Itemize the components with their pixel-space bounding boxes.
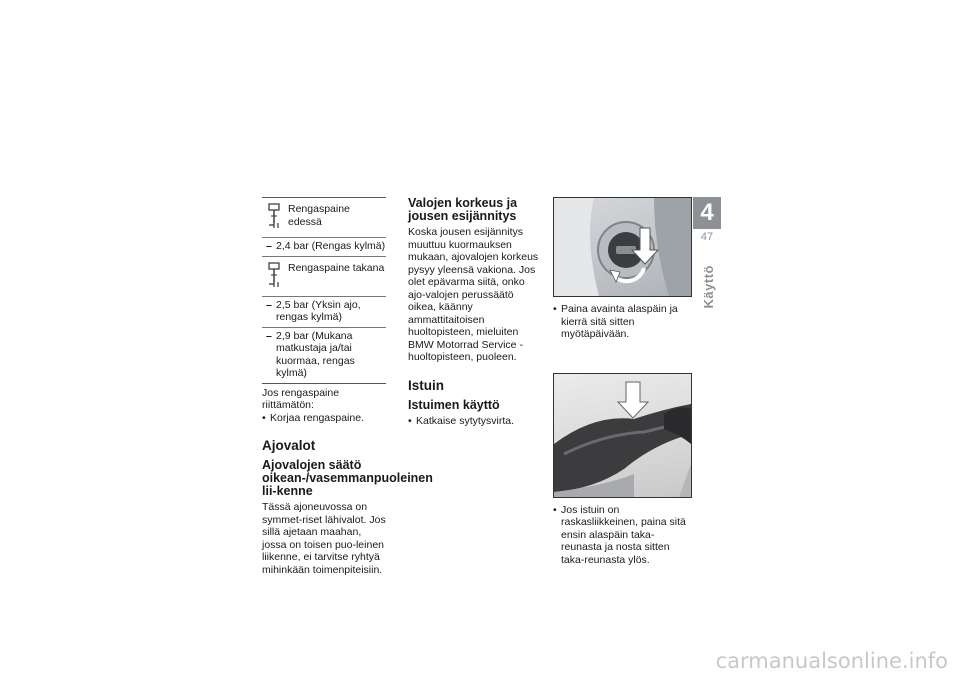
- photo2-caption: • Jos istuin on raskasliikkeinen, paina sitä ensin alaspäin taka-reunasta ja nosta sitten taka-reunasta ylös.: [553, 504, 691, 567]
- seat-removal-photo: [553, 373, 692, 498]
- beam-height-body: Koska jousen esijännitys muuttuu kuormauksen mukaan, ajovalojen korkeus pysyy yleensä vakiona. Jos olet epävarma siitä, onko ajo-valojen perussäätö oikea, käänny ammattitaitoisen huoltopisteen, mieluiten BMW Motorrad Service -huoltopisteen, puoleen.: [408, 226, 539, 363]
- column-right: [553, 197, 691, 566]
- low-pressure-bullet: • Korjaa rengaspaine.: [262, 412, 386, 425]
- page-number: 47: [700, 231, 714, 243]
- section-title-beam-height: Valojen korkeus ja jousen esijännitys: [408, 196, 518, 223]
- rear-pressure-header: [262, 257, 386, 297]
- rear-pressure-value-loaded: – 2,9 bar (Mukana matkustaja ja/tai kuormaa, rengas kylmä): [266, 330, 386, 380]
- front-pressure-header: [262, 198, 386, 238]
- photo1-caption: • Paina avainta alaspäin ja kierrä sitä sitten myötäpäivään.: [553, 303, 691, 341]
- section-title-seat: Istuin: [408, 377, 444, 393]
- seat-lock-photo: [553, 197, 692, 297]
- subsection-title-seat-use: Istuimen käyttö: [408, 397, 500, 412]
- tire-pressure-icon: [266, 203, 282, 229]
- chapter-number: 4: [693, 197, 721, 229]
- seat-bullet: • Katkaise sytytysvirta.: [408, 415, 544, 428]
- tire-pressure-table: [262, 197, 386, 384]
- chapter-label: Käyttö: [701, 265, 716, 309]
- rear-pressure-label: Rengaspaine takana: [288, 261, 385, 274]
- chapter-side-tab: [693, 197, 721, 327]
- watermark: carmanualsonline.info: [715, 649, 948, 673]
- front-pressure-value-row: [262, 238, 386, 257]
- seat-removal-illustration: [554, 374, 691, 497]
- rear-pressure-value-row: [262, 328, 386, 383]
- front-pressure-value: – 2,4 bar (Rengas kylmä): [266, 240, 386, 253]
- section-title-headlights: Ajovalot: [262, 438, 316, 453]
- low-pressure-text: Jos rengaspaine riittämätön:: [262, 386, 340, 411]
- rear-pressure-value-solo: – 2,5 bar (Yksin ajo, rengas kylmä): [266, 299, 386, 324]
- rear-pressure-value-row: [262, 297, 386, 328]
- column-middle: [408, 197, 544, 427]
- subsection-title-traffic: Ajovalojen säätö oikean-/vasemmanpuoleinen lii-kenne: [262, 458, 433, 498]
- front-pressure-label: Rengaspaine edessä: [288, 203, 350, 228]
- headlights-body: Tässä ajoneuvossa on symmet-riset lähivalot. Jos sillä ajetaan maahan, jossa on toisen puo-leinen liikenne, ei tarvitse ryhtyä mihinkään toimenpiteisiin.: [262, 501, 386, 576]
- seat-lock-illustration: [554, 198, 691, 296]
- tire-pressure-icon: [266, 262, 282, 288]
